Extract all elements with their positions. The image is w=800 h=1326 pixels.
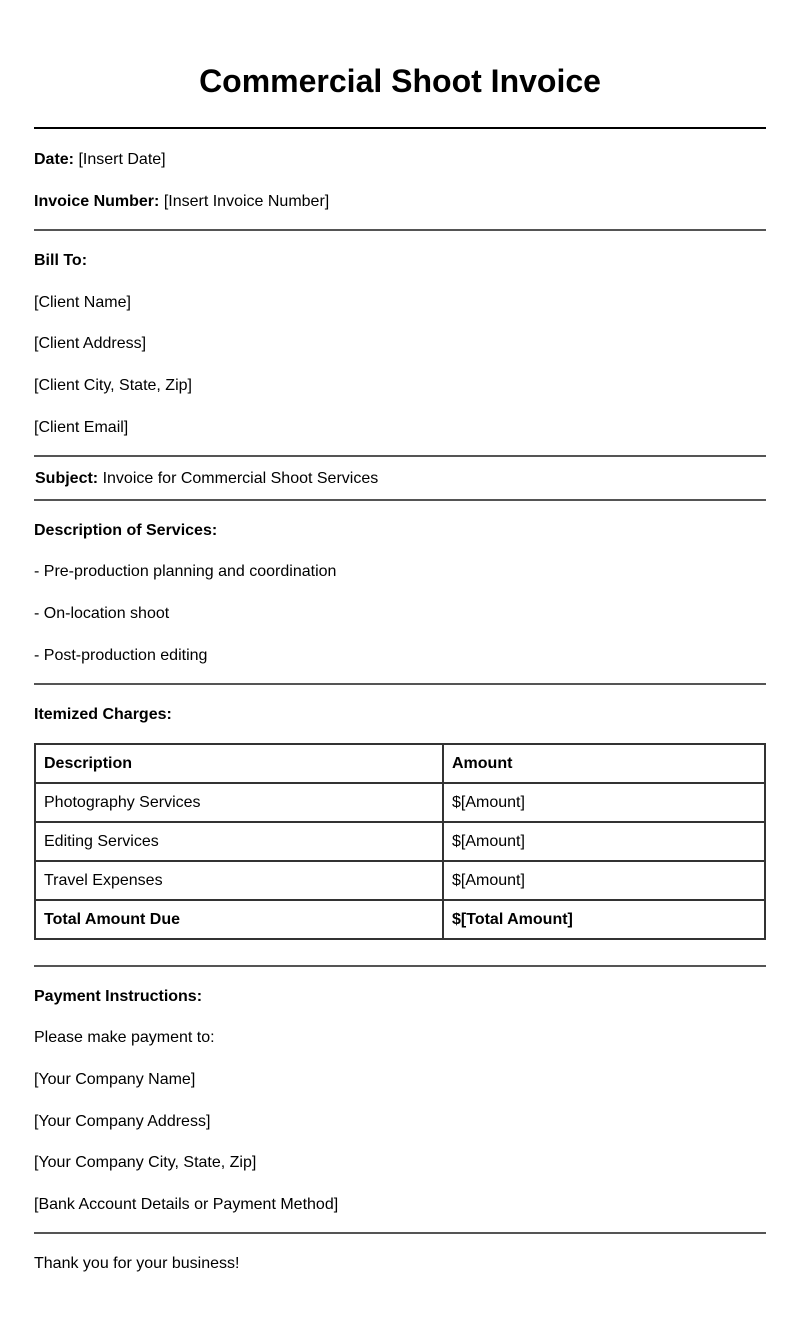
row-description: Photography Services (35, 783, 443, 822)
column-header-amount: Amount (443, 744, 765, 783)
payment-company-address: [Your Company Address] (34, 1113, 211, 1130)
service-item: - Pre-production planning and coordination (34, 563, 337, 580)
divider (34, 1232, 766, 1234)
bill-to-heading: Bill To: (34, 252, 88, 269)
payment-company-name: [Your Company Name] (34, 1071, 196, 1088)
services-heading: Description of Services: (34, 522, 218, 539)
subject-label: Subject: (35, 470, 99, 487)
invoice-number-line (34, 192, 329, 212)
payment-bank-details: [Bank Account Details or Payment Method] (34, 1196, 339, 1213)
bill-to-client-email: [Client Email] (34, 419, 129, 436)
table-row (35, 783, 765, 822)
bill-to-client-name: [Client Name] (34, 294, 131, 311)
closing-message: Thank you for your business! (34, 1255, 240, 1272)
row-description: Editing Services (35, 822, 443, 861)
table-header-row (35, 744, 765, 783)
subject-value: Invoice for Commercial Shoot Services (102, 470, 379, 487)
divider (34, 499, 766, 501)
divider (34, 683, 766, 685)
subject-line (35, 469, 378, 489)
bill-to-client-address: [Client Address] (34, 335, 147, 352)
payment-company-city: [Your Company City, State, Zip] (34, 1154, 257, 1171)
payment-heading: Payment Instructions: (34, 988, 203, 1005)
divider (34, 965, 766, 967)
divider (34, 455, 766, 457)
table-row (35, 861, 765, 900)
total-amount: $[Total Amount] (443, 900, 765, 939)
total-description: Total Amount Due (35, 900, 443, 939)
table-total-row (35, 900, 765, 939)
invoice-number-value: [Insert Invoice Number] (163, 193, 330, 210)
service-item: - On-location shoot (34, 605, 170, 622)
row-amount: $[Amount] (443, 861, 765, 900)
invoice-number-label: Invoice Number: (34, 193, 160, 210)
column-header-description: Description (35, 744, 443, 783)
date-label: Date: (34, 151, 75, 168)
service-item: - Post-production editing (34, 647, 208, 664)
date-line (34, 150, 166, 170)
row-amount: $[Amount] (443, 783, 765, 822)
charges-table (34, 743, 766, 940)
table-row (35, 822, 765, 861)
charges-heading: Itemized Charges: (34, 706, 172, 723)
row-description: Travel Expenses (35, 861, 443, 900)
date-value: [Insert Date] (78, 151, 166, 168)
divider (34, 229, 766, 231)
page-title: Commercial Shoot Invoice (199, 63, 601, 99)
payment-intro: Please make payment to: (34, 1029, 215, 1046)
divider (34, 127, 766, 129)
row-amount: $[Amount] (443, 822, 765, 861)
bill-to-client-city: [Client City, State, Zip] (34, 377, 192, 394)
